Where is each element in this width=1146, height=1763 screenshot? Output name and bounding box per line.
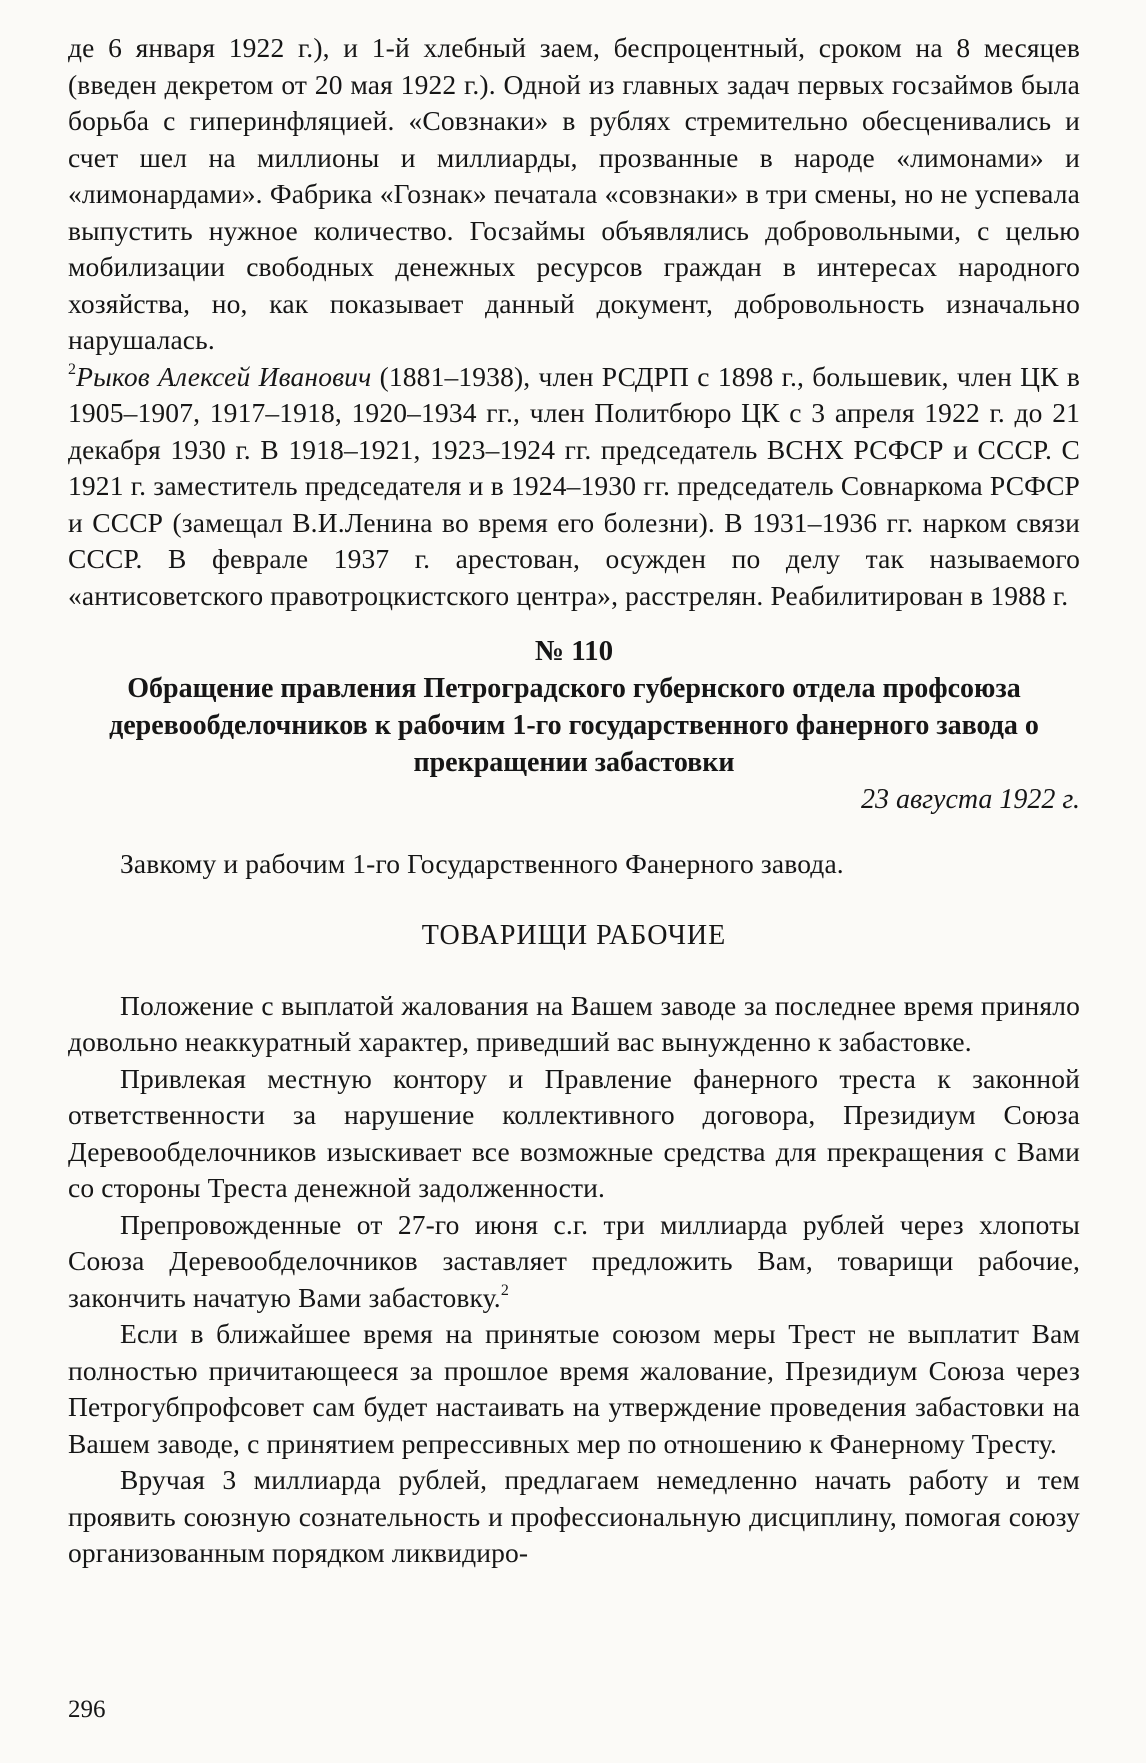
body-paragraph-text: Препровожденные от 27-го июня с.г. три миллиарда рублей через хлопоты Союза Деревообделочников заставляет предложить Вам, товарищи рабочие, закончить начатую Вами забастовку.: [68, 1208, 1080, 1313]
document-addressee: Завкому и рабочим 1-го Государственного Фанерного завода.: [120, 848, 844, 879]
footnote: [68, 359, 1080, 615]
footnote-mark: 2: [68, 360, 77, 378]
document-number: № 110: [534, 635, 614, 667]
body-paragraph: Вручая 3 миллиарда рублей, предлагаем немедленно начать работу и тем проявить союзную сознательность и профессиональную дисциплину, помогая союзу организованным порядком ликвидиро-: [68, 1464, 1080, 1568]
intro-paragraph: де 6 января 1922 г.), и 1-й хлебный заем, беспроцентный, сроком на 8 месяцев (введен декретом от 20 мая 1922 г.). Одной из главных задач первых госзаймов была борьба с гиперинфляцией. «Совзнаки» в рублях стремительно обесценивались и счет шел на миллионы и миллиарды, прозванные в народе «лимонами» и «лимонардами». Фабрика «Гознак» печатала «совзнаки» в три смены, но не успевала выпустить нужное количество. Госзаймы объявлялись добровольными, с целью мобилизации свободных денежных ресурсов граждан в интересах народного хозяйства, но, как показывает данный документ, добровольность изначально нарушалась.: [68, 32, 1080, 355]
document-page: [68, 30, 1080, 1572]
body-paragraph: Привлекая местную контору и Правление фанерного треста к законной ответственности за нарушение коллективного договора, Президиум Союза Деревообделочников изыскивает все возможные средства для прекращения с Вами со стороны Треста денежной задолженности.: [68, 1062, 1080, 1203]
footnote-reference: 2: [500, 1281, 509, 1299]
document-salutation: ТОВАРИЩИ РАБОЧИЕ: [421, 919, 727, 951]
footnote-text: (1881–1938), член РСДРП с 1898 г., большевик, член ЦК в 1905–1907, 1917–1918, 1920–1934 гг., член Политбюро ЦК с 3 апреля 1922 г. до 21 декабря 1930 г. В 1918–1921, 1923–1924 гг. председатель ВСНХ РСФСР и СССР. С 1921 г. заместитель председателя и в 1924–1930 гг. председатель Совнаркома РСФСР и СССР (замещал В.И.Ленина во время его болезни). В 1931–1936 гг. нарком связи СССР. В феврале 1937 г. арестован, осужден по делу так называемого «антисоветского правотроцкистского центра», расстрелян. Реабилитирован в 1988 г.: [68, 360, 1080, 611]
footnote-person-name: Рыков Алексей Иванович: [76, 360, 372, 392]
document-title: Обращение правления Петроградского губернского отдела профсоюза деревообделочников к рабочим 1-го государственного фанерного завода о прекращении забастовки: [109, 673, 1039, 778]
document-date: 23 августа 1922 г.: [860, 784, 1080, 815]
body-paragraph: Положение с выплатой жалования на Вашем заводе за последнее время приняло довольно неаккуратный характер, приведший вас вынужденно к забастовке.: [68, 989, 1080, 1057]
body-paragraph: Если в ближайшее время на принятые союзом меры Трест не выплатит Вам полностью причитающееся за прошлое время жалование, Президиум Союза через Петрогубпрофсовет сам будет настаивать на утверждение проведения забастовки на Вашем заводе, с принятием репрессивных мер по отношению к Фанерному Тресту.: [68, 1318, 1080, 1459]
page-number: 296: [68, 1696, 106, 1723]
body-paragraph: [68, 1207, 1080, 1317]
